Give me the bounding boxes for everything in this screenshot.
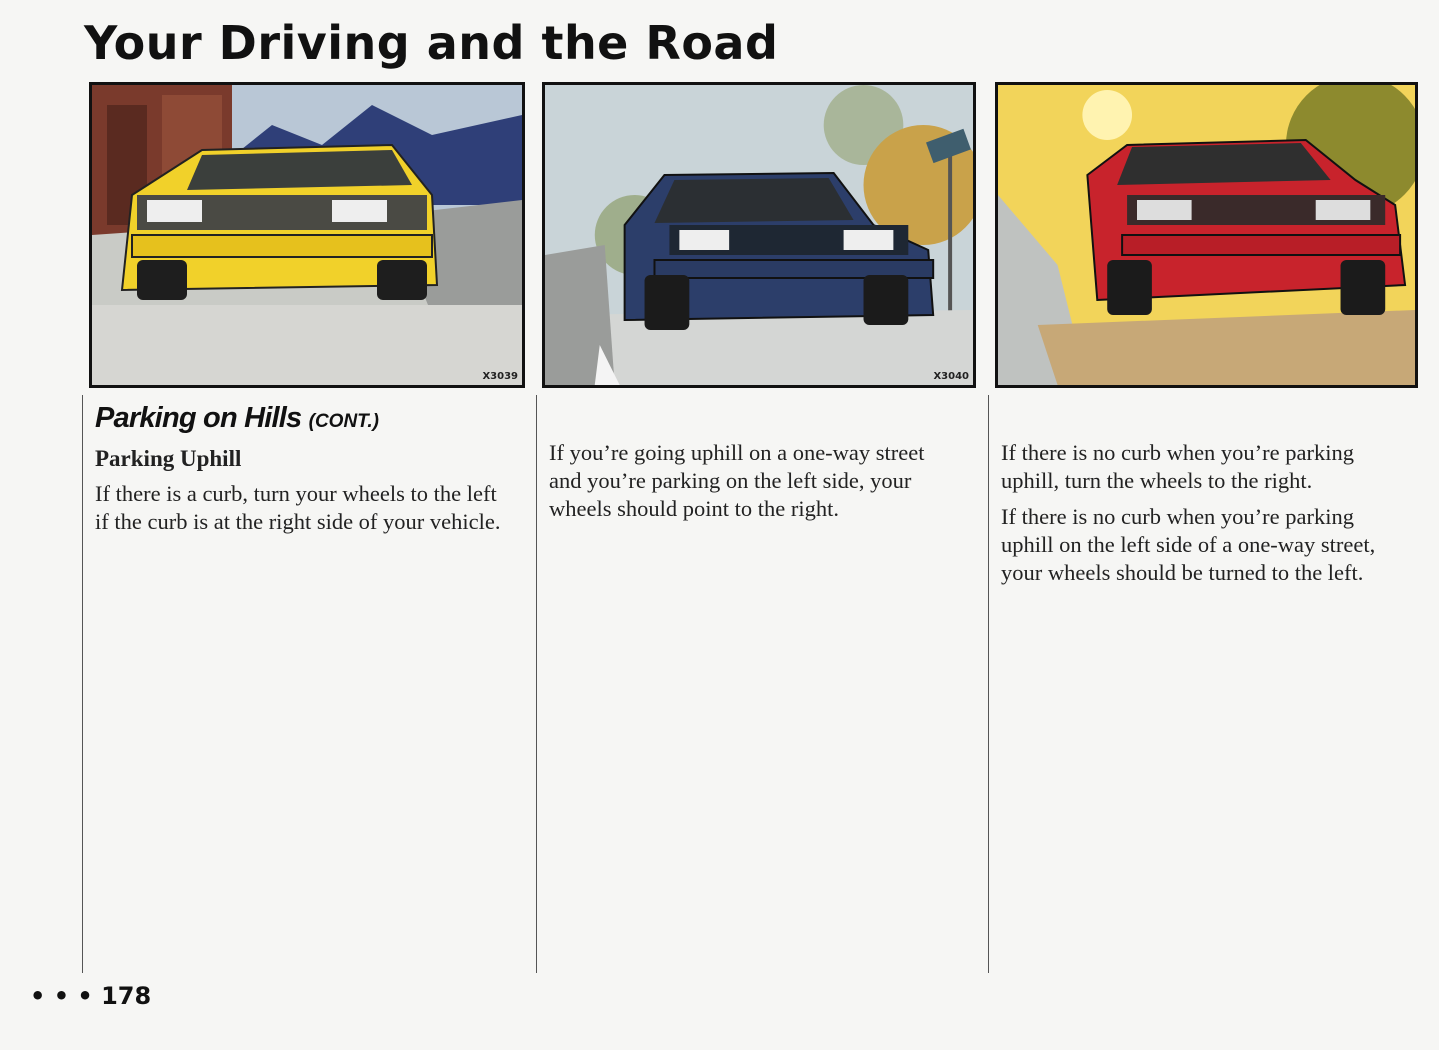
red-car-drawing [998, 85, 1415, 385]
paragraph: If there is no curb when you’re parking uphill, turn the wheels to the right. [1001, 440, 1355, 493]
page-title: Your Driving and the Road [84, 16, 779, 70]
illustration-red-car [995, 82, 1418, 388]
subheading: Parking Uphill [95, 446, 242, 471]
section-heading-suffix: (CONT.) [308, 411, 379, 432]
text-column-1 [95, 400, 515, 544]
column-rule [82, 395, 83, 973]
figure-code: X3039 [482, 371, 518, 382]
yellow-car-drawing [92, 85, 522, 385]
blue-car-drawing [545, 85, 973, 385]
paragraph: If you’re going uphill on a one-way street and you’re parking on the left side, your wheels should point to the right. [549, 440, 925, 521]
illustration-yellow-car [89, 82, 525, 388]
text-column-2 [549, 439, 959, 531]
column-rule [536, 395, 537, 973]
figure-code: X3040 [933, 371, 969, 382]
section-heading [95, 400, 515, 440]
text-column-3 [1001, 439, 1411, 595]
paragraph: If there is no curb when you’re parking uphill on the left side of a one-way street, your wheels should be turned to the left. [1001, 504, 1376, 585]
illustration-blue-car [542, 82, 976, 388]
column-rule [988, 395, 989, 973]
page-number: • • • 178 [30, 982, 152, 1010]
section-heading-text: Parking on Hills [95, 402, 302, 434]
paragraph: If there is a curb, turn your wheels to the left if the curb is at the right side of your vehicle. [95, 481, 501, 534]
